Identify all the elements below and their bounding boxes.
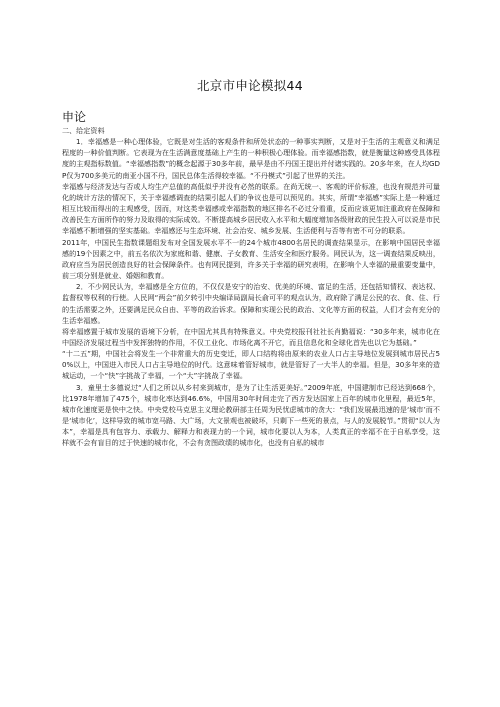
paragraph: “十二五”期，中国社会将发生一个非常重大的历史变迁，即人口结构将由原来的农业人口占主导地位发展到城市居民占50%以上，中国进入市民人口占主导地位的时代。这意味着管好城市，就是管好了一大半人的幸福。但是，30多年来的造城运动，一个“快”字挑战了幸福，一个“大”字挑战了幸福。 — [62, 349, 440, 381]
paragraph: 将幸福感置于城市发展的语境下分析，在中国尤其具有特殊意义。中央党校报刊社社长肖勤福说：“30多年来，城市化在中国经济发展过程当中发挥独特的作用，不仅工业化、市场化离不开它，而且信息化和全球化首先也以它为基础。” — [62, 326, 440, 347]
paragraph: 2．不少网民认为，幸福感是全方位的，不仅仅是安宁的治安、优美的环境、富足的生活，还包括知情权、表达权、监督权等权利的行使。人民网“两会”前夕转引中央编译局副局长俞可平的观点认为，政府除了满足公民的衣、食、住、行的生活需要之外，还要满足民众自由、平等的政治诉求。保障和实现公民的政治、文化等方面的权益，人们才会有充分的生活幸福感。 — [62, 282, 440, 325]
section-heading: 申论 — [62, 110, 87, 124]
paragraph: 2011年，中国民生指数课题组发布对全国发展水平不一的24个城市4800名居民的调查结果显示，在影响中国居民幸福感的19个因素之中，前五名依次为家庭和谐、健康、子女教育、生活安全和医疗服务。网民认为，这一调查结果反映出，政府应当为居民创造良好的社会保障条件。也有网民提到，许多关于幸福的研究表明，在影响个人幸福的最重要变量中，前三项分别是就业、婚姻和教育。 — [62, 237, 440, 281]
document-title: 北京市申论模拟44 — [196, 78, 304, 93]
document-body — [62, 125, 440, 449]
paragraph: 幸福感与经济发达与否或人均生产总值的高低似乎并没有必然的联系。在尚无统一、客观的评价标准，也没有规范并可量化的统计方法的情况下，关于幸福感调查的结果引起人们的争议也是可以预见的。其实，所谓“幸福感”实际上是一种通过相互比较而得出的主观感受，因而，对这类幸福感或幸福指数的地区排名不必过分看重，反而应该更加注重政府在保障和改善民生方面所作的努力及取得的实际成效。不断提高城乡居民收入水平和大幅度增加各级财政的民生投入可以说是市民幸福感不断增强的坚实基础。幸福感还与生态环境、社会治安、城乡发展、生活便利与否等有密不可分的联系。 — [62, 181, 440, 236]
paragraph: 1．幸福感是一种心理体验，它既是对生活的客观条件和所处状态的一种事实判断，又是对于生活的主观意义和满足程度的一种价值判断。它表现为在生活满意度基础上产生的一种积极心理体验。而幸福感指数，就是衡量这种感受具体程度的主观指标数值。“幸福感指数”的概念起源于30多年前，最早是由不丹国王提出并付诸实践的。20多年来，在人均GDP仅为700多美元的南亚小国不丹，国民总体生活得较幸福。“不丹模式”引起了世界的关注。 — [62, 137, 440, 180]
paragraph: 3．童里士多德说过“人们之所以从乡村来到城市，是为了让生活更美好。”2009年底，中国建制市已经达到668个，比1978年增加了475个，城市化率达到46.6%，中国用30年时间走完了西方发达国家上百年的城市化里程，最近5年，城市化速度更是快中之快。中央党校马克思主义理论教研部主任周为民忧虑城市的贪大：“我们发展最迅速的是‘城市’而不是‘城市化’，这样导致的城市宽马路、大广场，大文景观也被破坏，只剩下一些死的景点，与人的发展脱节。”贯彻“以人为本”，幸福是具有包容力、承载力、解释力和表现力的一个词，城市化要以人为本，人类真正的幸福不在于自私享受，这样就不会有盲目的过于快速的城市化，不会有贪图政绩的城市化，也没有自私的城市 — [62, 382, 440, 448]
paragraph-materials-heading: 二、给定资料 — [62, 126, 105, 135]
